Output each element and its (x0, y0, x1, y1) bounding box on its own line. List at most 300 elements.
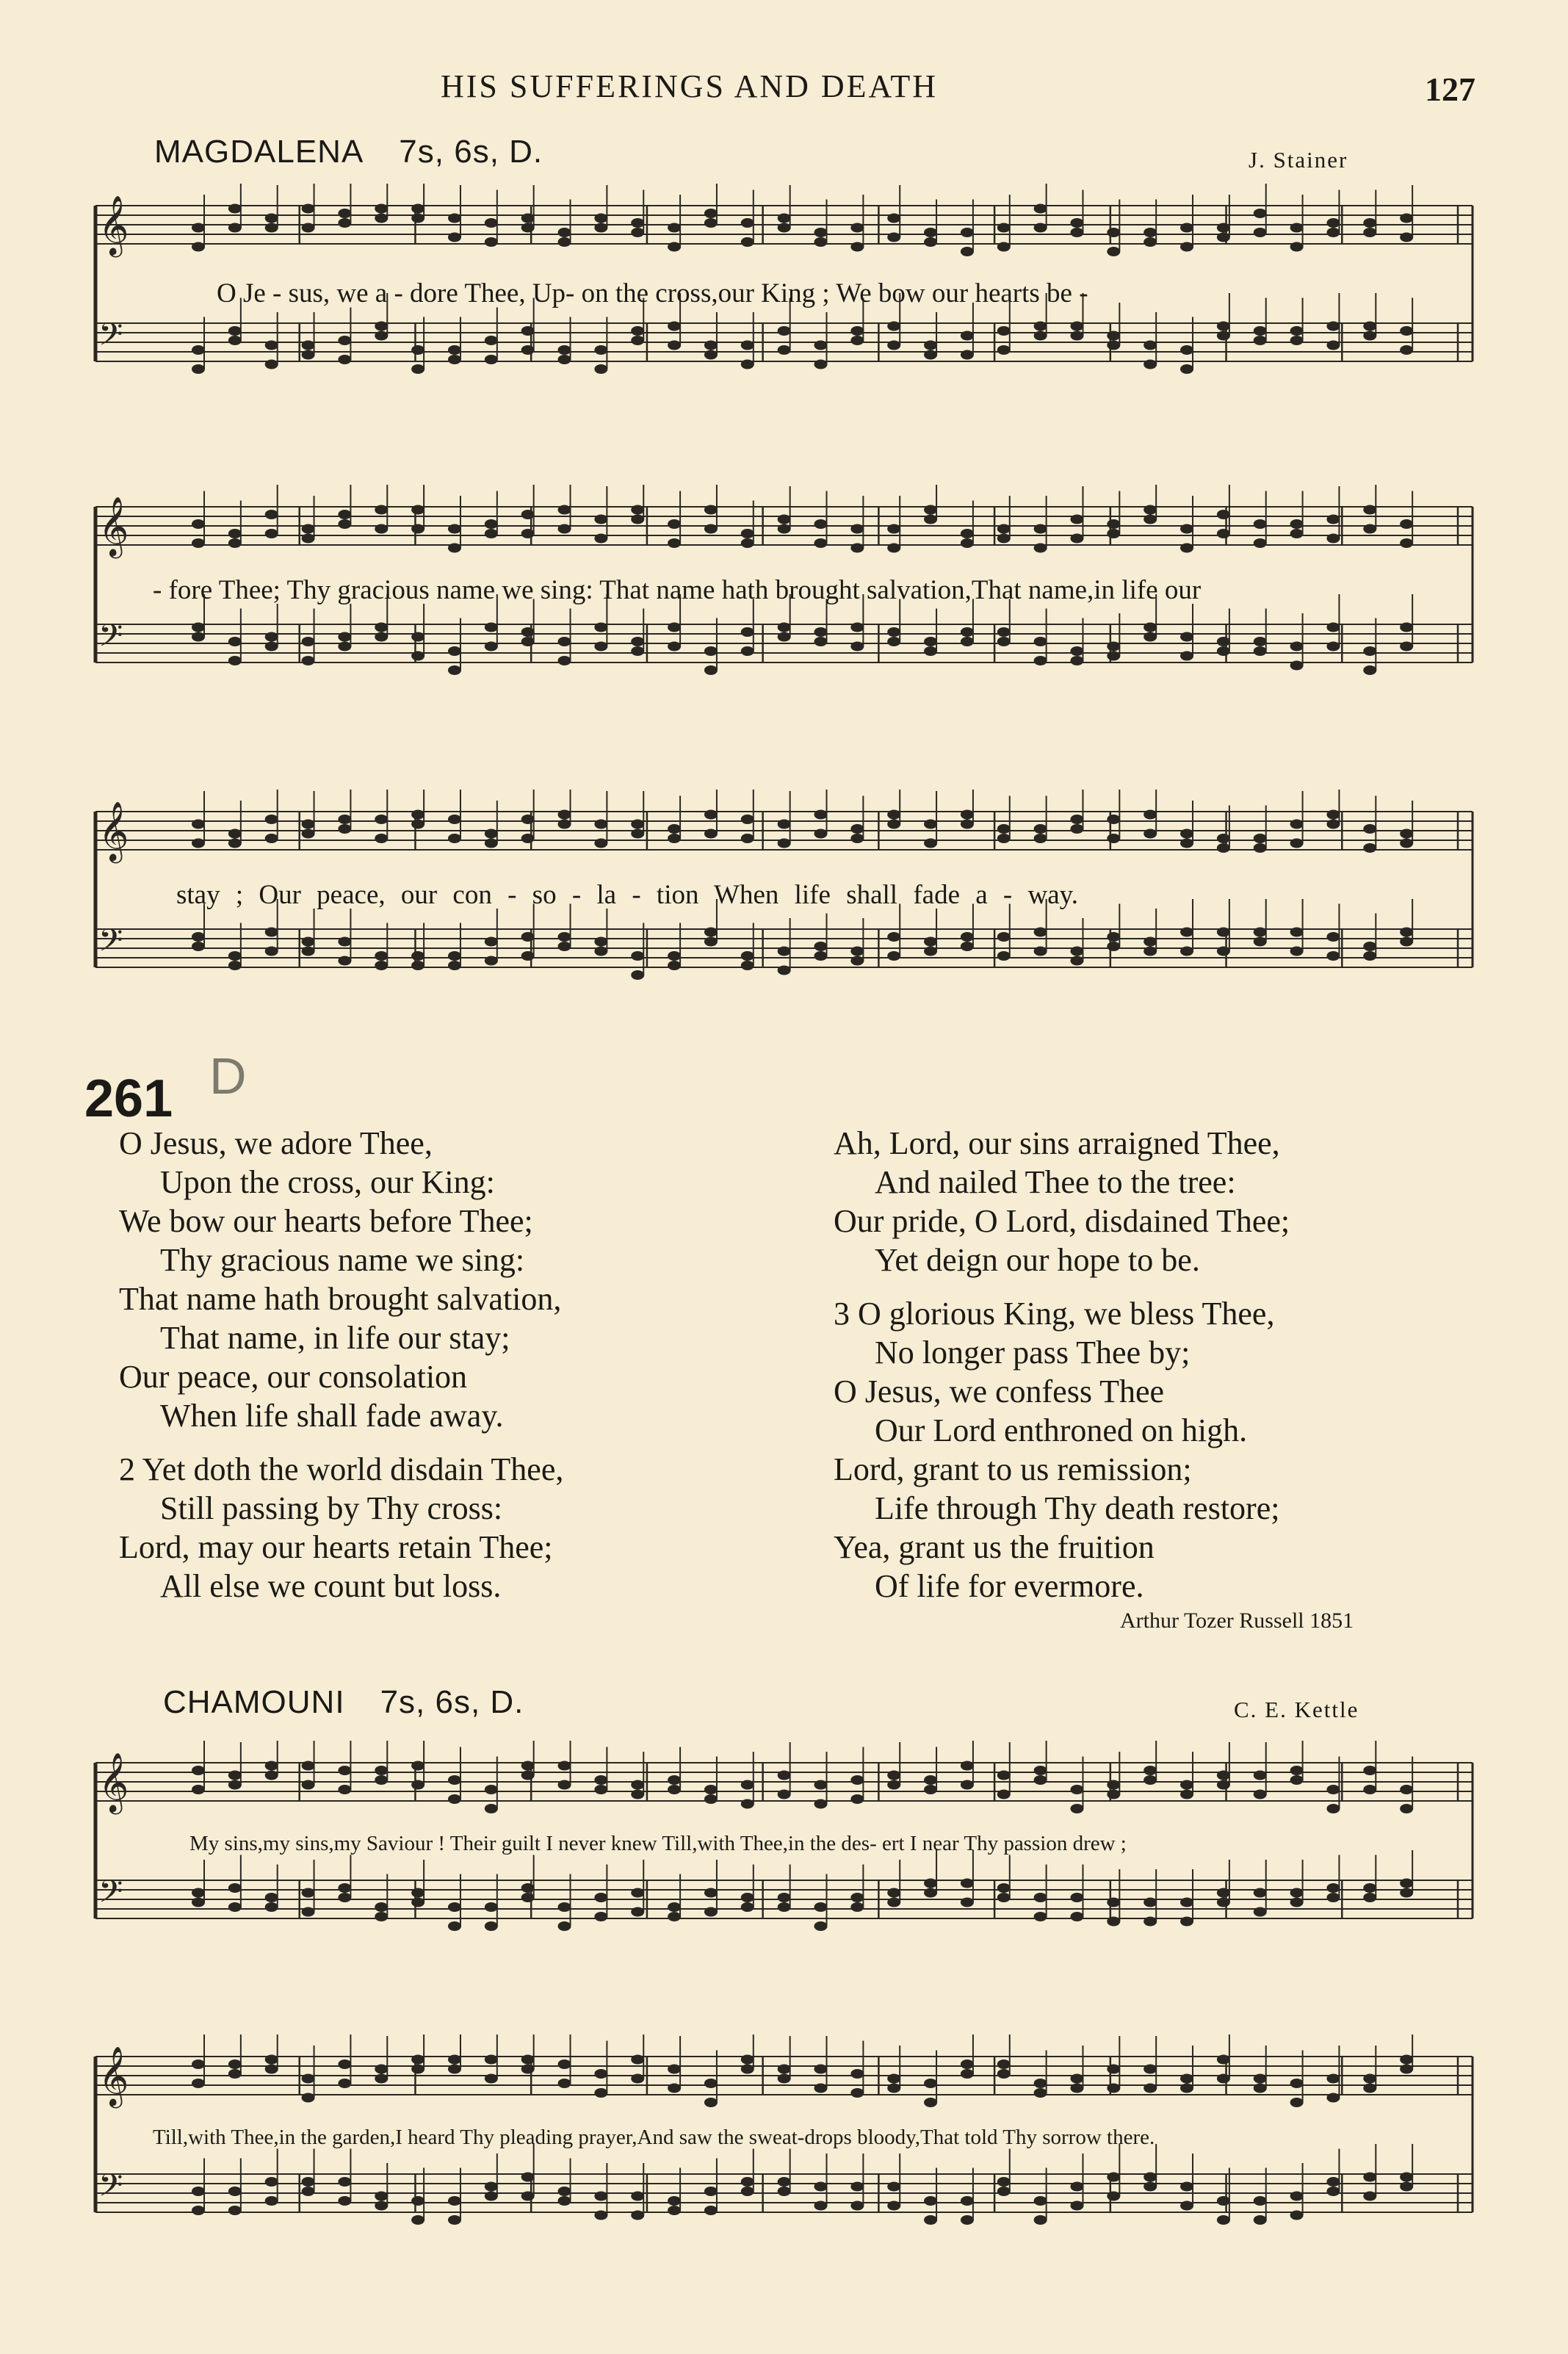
note-head (448, 1794, 461, 1804)
note-head (814, 2084, 828, 2093)
note-head (850, 544, 864, 553)
note-head (1326, 1785, 1340, 1794)
note-head (1254, 937, 1267, 947)
note-head (741, 2177, 754, 2187)
note-head (924, 341, 937, 350)
verse-line: No longer pass Thee by; (875, 1335, 1191, 1371)
note-head (961, 350, 974, 360)
note-head (741, 834, 754, 843)
note-head (961, 942, 974, 951)
note-head (338, 2059, 351, 2069)
note-head (1254, 209, 1267, 218)
note-head (485, 1902, 498, 1912)
bass-clef-icon: 𝄢 (98, 2167, 123, 2212)
note-head (997, 2069, 1011, 2079)
note-head (741, 2065, 754, 2074)
treble-clef-icon: 𝄞 (98, 496, 129, 556)
note-head (887, 2201, 900, 2211)
note-head (1217, 322, 1230, 331)
note-head (668, 834, 681, 843)
note-head (887, 627, 900, 637)
note-head (924, 820, 937, 829)
note-head (192, 519, 205, 529)
note-head (1034, 656, 1047, 665)
stanza-gap (119, 1435, 563, 1450)
note-head (1144, 937, 1157, 947)
note-head (265, 642, 278, 651)
note-head (265, 815, 278, 824)
verse-line: Our pride, O Lord, disdained Thee; (834, 1203, 1290, 1239)
note-head (1217, 529, 1230, 538)
note-head (850, 1893, 864, 1902)
note-head (961, 1780, 974, 1790)
note-head (411, 364, 424, 374)
note-head (1070, 947, 1083, 956)
note-head (1363, 331, 1376, 341)
note-head (1070, 2182, 1083, 2192)
note-head (1363, 228, 1376, 237)
note-head (1326, 810, 1340, 820)
note-head (1034, 1912, 1047, 1921)
note-head (338, 824, 351, 834)
note-head (668, 341, 681, 350)
note-head (1070, 1893, 1083, 1902)
note-head (887, 820, 900, 829)
note-head (1326, 951, 1340, 961)
note-head (1144, 2065, 1157, 2074)
note-head (704, 1785, 718, 1794)
note-head (1217, 2215, 1230, 2225)
note-head (192, 1888, 205, 1898)
note-head (814, 237, 828, 247)
note-head (228, 223, 242, 233)
note-head (1180, 928, 1193, 937)
note-head (594, 345, 607, 355)
note-head (228, 529, 242, 538)
note-head (1144, 237, 1157, 247)
note-head (1107, 529, 1120, 538)
note-head (411, 2065, 424, 2074)
note-head (814, 951, 828, 961)
note-head (448, 961, 461, 970)
note-head (192, 223, 205, 233)
verse-line: That name hath brought salvation, (119, 1281, 562, 1317)
note-head (1217, 646, 1230, 656)
note-head (1326, 642, 1340, 651)
note-head (1254, 2074, 1267, 2084)
note-head (448, 1775, 461, 1785)
note-head (778, 1893, 791, 1902)
note-head (1107, 2173, 1120, 2182)
note-head (1254, 1888, 1267, 1898)
note-head (631, 970, 644, 980)
treble-clef-icon: 𝄞 (98, 2046, 129, 2106)
note-head (1363, 2192, 1376, 2201)
note-head (778, 326, 791, 336)
note-head (558, 656, 571, 665)
note-head (1070, 2201, 1083, 2211)
note-head (558, 1780, 571, 1790)
note-head (1363, 843, 1376, 853)
note-head (265, 529, 278, 538)
hymn-author: Arthur Tozer Russell 1851 (1120, 1609, 1354, 1633)
note-head (924, 646, 937, 656)
note-head (814, 1921, 828, 1931)
note-head (1217, 947, 1230, 956)
note-head (1180, 2084, 1193, 2093)
note-head (265, 834, 278, 843)
verse-line: When life shall fade away. (160, 1398, 504, 1434)
note-head (265, 214, 278, 223)
note-head (228, 1902, 242, 1912)
note-head (631, 829, 644, 839)
note-head (594, 1785, 607, 1794)
note-head (448, 665, 461, 675)
note-head (338, 632, 351, 642)
tune-title-magdalena (154, 134, 543, 170)
note-head (631, 1790, 644, 1799)
note-head (1144, 810, 1157, 820)
note-head (1180, 1790, 1193, 1799)
note-head (228, 204, 242, 214)
note-head (411, 651, 424, 661)
note-head (521, 2173, 535, 2182)
note-head (1217, 2055, 1230, 2065)
music-system (73, 1741, 1487, 1961)
note-head (265, 2065, 278, 2074)
note-head (631, 515, 644, 524)
note-head (1107, 2192, 1120, 2201)
note-head (302, 524, 315, 534)
note-head (411, 524, 424, 534)
note-head (1180, 524, 1193, 534)
note-head (1363, 524, 1376, 534)
note-head (850, 1794, 864, 1804)
note-head (1326, 623, 1340, 632)
note-head (924, 937, 937, 947)
note-head (265, 510, 278, 519)
note-head (1290, 820, 1304, 829)
tune-title-chamouni (163, 1684, 524, 1721)
note-head (814, 360, 828, 369)
note-head (1144, 505, 1157, 515)
note-head (741, 341, 754, 350)
note-head (594, 223, 607, 233)
note-head (1290, 2192, 1304, 2201)
note-head (192, 345, 205, 355)
note-head (631, 2211, 644, 2220)
note-head (924, 947, 937, 956)
note-head (1363, 665, 1376, 675)
note-head (1254, 228, 1267, 237)
note-head (1363, 1785, 1376, 1794)
note-head (1070, 2074, 1083, 2084)
note-head (375, 524, 388, 534)
note-head (997, 345, 1011, 355)
note-head (1217, 928, 1230, 937)
note-head (302, 1888, 315, 1898)
note-head (887, 1771, 900, 1780)
note-head (192, 364, 205, 374)
note-head (850, 2201, 864, 2211)
verse-line: Yea, grant us the fruition (834, 1529, 1155, 1565)
verse-line: Still passing by Thy cross: (160, 1490, 503, 1526)
note-head (1107, 341, 1120, 350)
note-head (558, 2079, 571, 2088)
music-system (73, 790, 1487, 1010)
note-head (850, 336, 864, 345)
note-head (302, 1907, 315, 1917)
note-head (1070, 656, 1083, 665)
note-head (631, 1907, 644, 1917)
note-head (1070, 2084, 1083, 2093)
note-head (1180, 544, 1193, 553)
note-head (1144, 632, 1157, 642)
verse-line: Upon the cross, our King: (160, 1164, 495, 1200)
note-head (265, 1761, 278, 1771)
note-head (704, 2206, 718, 2215)
note-head (1254, 538, 1267, 548)
note-head (265, 1771, 278, 1780)
note-head (961, 2069, 974, 2079)
note-head (887, 322, 900, 331)
note-head (668, 242, 681, 252)
bass-clef-icon: 𝄢 (98, 317, 123, 361)
note-head (1070, 331, 1083, 341)
note-head (1400, 519, 1413, 529)
note-head (961, 820, 974, 829)
verse-line: Of life for evermore. (875, 1568, 1144, 1604)
note-head (521, 1883, 535, 1893)
note-head (1217, 843, 1230, 853)
note-head (1217, 2196, 1230, 2206)
note-head (302, 820, 315, 829)
note-head (741, 646, 754, 656)
note-head (850, 642, 864, 651)
note-head (741, 815, 754, 824)
note-head (1326, 820, 1340, 829)
note-head (997, 2059, 1011, 2069)
note-head (375, 834, 388, 843)
note-head (521, 326, 535, 336)
note-head (338, 519, 351, 529)
note-head (338, 1883, 351, 1893)
verse-line: Thy gracious name we sing: (160, 1242, 525, 1278)
note-head (1107, 942, 1120, 951)
note-head (558, 932, 571, 942)
note-head (521, 223, 535, 233)
note-head (1290, 2098, 1304, 2107)
note-head (448, 2215, 461, 2225)
lyric-line: Till,with Thee,in the garden,I heard Thy pleading prayer,And saw the sweat-drops bloody,That told Thy sorrow there. (153, 2126, 1155, 2149)
note-head (1180, 632, 1193, 642)
note-head (631, 1888, 644, 1898)
note-head (1034, 2215, 1047, 2225)
note-head (411, 505, 424, 515)
note-head (668, 642, 681, 651)
note-head (1400, 233, 1413, 242)
note-head (1034, 2088, 1047, 2098)
note-head (1034, 1893, 1047, 1902)
hymn-handwritten-mark: D (209, 1047, 247, 1105)
note-head (814, 1902, 828, 1912)
note-head (1290, 519, 1304, 529)
note-head (1144, 2173, 1157, 2182)
note-head (485, 829, 498, 839)
page-header: HIS SUFFERINGS AND DEATH (441, 68, 939, 104)
note-head (1180, 223, 1193, 233)
note-head (192, 1785, 205, 1794)
note-head (887, 1780, 900, 1790)
note-head (558, 2059, 571, 2069)
note-head (302, 2093, 315, 2103)
note-head (302, 2187, 315, 2196)
note-head (485, 937, 498, 947)
note-head (1400, 1785, 1413, 1794)
note-head (741, 1902, 754, 1912)
note-head (228, 326, 242, 336)
note-head (594, 839, 607, 848)
note-head (485, 1804, 498, 1813)
verse-line: All else we count but loss. (160, 1568, 502, 1604)
note-head (1144, 1766, 1157, 1775)
hymn-number: 261 (84, 1069, 173, 1128)
note-head (704, 829, 718, 839)
note-head (448, 544, 461, 553)
stanza-gap (834, 1279, 1290, 1294)
note-head (778, 2065, 791, 2074)
tune-meter: 7s, 6s, D. (380, 1684, 524, 1720)
note-head (521, 2192, 535, 2201)
tune-composer: C. E. Kettle (1234, 1697, 1359, 1722)
note-head (228, 951, 242, 961)
note-head (338, 1893, 351, 1902)
note-head (521, 345, 535, 355)
verse-line: 3 O glorious King, we bless Thee, (834, 1296, 1275, 1332)
note-head (887, 951, 900, 961)
note-head (741, 237, 754, 247)
note-head (741, 1893, 754, 1902)
note-head (558, 1761, 571, 1771)
note-head (558, 637, 571, 646)
note-head (1326, 2093, 1340, 2103)
note-head (485, 2192, 498, 2201)
note-head (1180, 2074, 1193, 2084)
note-head (338, 815, 351, 824)
verse-line: O Jesus, we adore Thee, (119, 1125, 433, 1161)
bass-clef-icon: 𝄢 (98, 618, 123, 662)
lyric-line: stay ; Our peace, our con - so - la - tion When life shall fade a - way. (176, 880, 1078, 910)
note-head (375, 1766, 388, 1775)
note-head (375, 632, 388, 642)
note-head (924, 2079, 937, 2088)
note-head (668, 2196, 681, 2206)
note-head (375, 204, 388, 214)
note-head (850, 2069, 864, 2079)
note-head (668, 1912, 681, 1921)
verse-line: That name, in life our stay; (160, 1320, 510, 1356)
note-head (997, 932, 1011, 942)
note-head (1254, 834, 1267, 843)
note-head (778, 345, 791, 355)
note-head (265, 341, 278, 350)
note-head (1254, 2215, 1267, 2225)
note-head (814, 2065, 828, 2074)
note-head (741, 961, 754, 970)
note-head (448, 345, 461, 355)
note-head (594, 1775, 607, 1785)
note-head (668, 961, 681, 970)
note-head (228, 336, 242, 345)
note-head (704, 1888, 718, 1898)
note-head (704, 665, 718, 675)
note-head (302, 341, 315, 350)
note-head (814, 519, 828, 529)
verse-column-right (834, 1124, 1290, 1606)
note-head (1326, 534, 1340, 544)
note-head (778, 623, 791, 632)
note-head (338, 2177, 351, 2187)
note-head (302, 223, 315, 233)
note-head (850, 524, 864, 534)
note-head (814, 627, 828, 637)
note-head (265, 928, 278, 937)
note-head (558, 345, 571, 355)
note-head (631, 228, 644, 237)
note-head (521, 627, 535, 637)
note-head (228, 656, 242, 665)
note-head (338, 336, 351, 345)
note-head (411, 1780, 424, 1790)
note-head (411, 961, 424, 970)
note-head (631, 820, 644, 829)
note-head (228, 2187, 242, 2196)
note-head (302, 1780, 315, 1790)
note-head (521, 1893, 535, 1902)
note-head (1107, 932, 1120, 942)
note-head (265, 1893, 278, 1902)
note-head (192, 839, 205, 848)
note-head (741, 627, 754, 637)
note-head (1180, 2201, 1193, 2211)
note-head (997, 627, 1011, 637)
note-head (302, 2074, 315, 2084)
note-head (1400, 1888, 1413, 1898)
note-head (1400, 839, 1413, 848)
treble-clef-icon: 𝄞 (98, 195, 129, 255)
note-head (375, 2201, 388, 2211)
note-head (814, 942, 828, 951)
note-head (558, 355, 571, 364)
note-head (1326, 1804, 1340, 1813)
note-head (850, 326, 864, 336)
verse-line: Our peace, our consolation (119, 1359, 468, 1395)
note-head (1070, 228, 1083, 237)
note-head (192, 2187, 205, 2196)
note-head (997, 2177, 1011, 2187)
note-head (1400, 829, 1413, 839)
note-head (485, 642, 498, 651)
note-head (997, 951, 1011, 961)
note-head (1180, 1917, 1193, 1927)
note-head (375, 951, 388, 961)
note-head (192, 242, 205, 252)
note-head (887, 214, 900, 223)
note-head (338, 642, 351, 651)
note-head (814, 2201, 828, 2211)
note-head (375, 1775, 388, 1785)
note-head (1400, 928, 1413, 937)
